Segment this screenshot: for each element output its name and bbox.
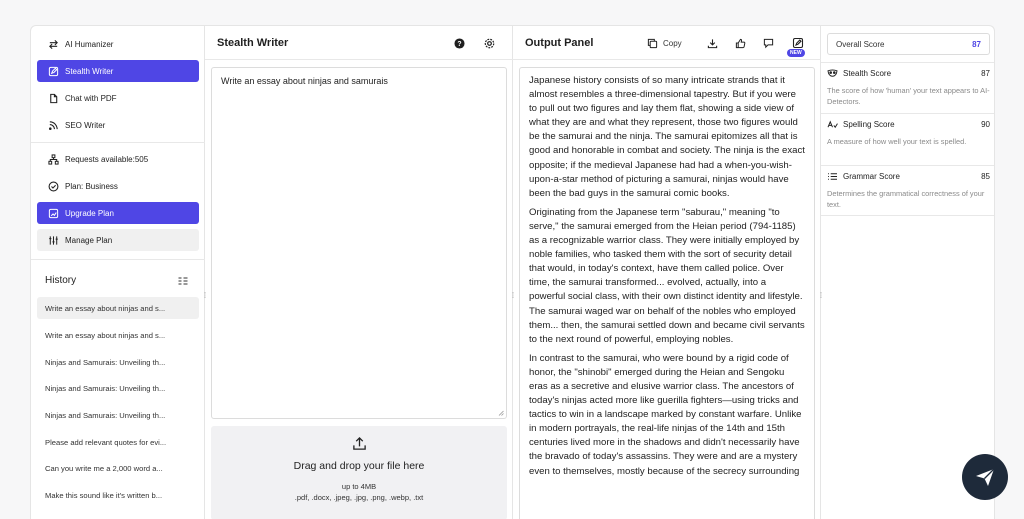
rss-icon — [47, 119, 59, 131]
sliders-icon — [47, 234, 59, 246]
history-item[interactable]: Write an essay about ninjas and s... — [45, 330, 166, 340]
manage-plan-button[interactable] — [37, 229, 199, 251]
mask-icon — [827, 69, 838, 78]
writer-title: Stealth Writer — [217, 37, 289, 49]
upgrade-icon — [47, 207, 59, 219]
history-item[interactable]: Make this sound like it's written b... — [45, 490, 163, 500]
flag-comment-icon[interactable] — [763, 38, 774, 49]
spellcheck-icon — [827, 120, 838, 129]
spelling-score-value: 90 — [981, 120, 990, 129]
history-item[interactable]: Please add relevant quotes for evi... — [45, 437, 167, 447]
upgrade-plan-label: Upgrade Plan — [65, 208, 114, 218]
copy-button[interactable] — [647, 36, 682, 50]
pen-square-icon — [47, 65, 59, 77]
grammar-score-label: Grammar Score — [843, 172, 900, 181]
sidebar-item-label: Chat with PDF — [65, 93, 117, 103]
resize-handle[interactable]: ⁞ — [203, 291, 207, 300]
sidebar — [31, 26, 205, 519]
chat-support-button[interactable] — [962, 454, 1008, 500]
requests-available — [37, 148, 199, 170]
sidebar-item-chat-with-pdf[interactable] — [37, 87, 199, 109]
drop-types: .pdf, .docx, .jpeg, .jpg, .png, .webp, .txt — [294, 493, 424, 502]
output-paragraph: Japanese history consists of so many intricate strands that it almost resembles a three-dimensional tapestry. But if you were to pull out two figures and lay them flat, showing a side view of what they are and what they represent, those two figures would be the samurai and the ninja. The samurai epitomizes all that is good and honorable in combat and society. The ninja is the exact opposite; if the medieval Japanese had had a when-you-wish-upon-a-star method of picturing a samurai, ninjas would have been the bad guys in the samurai comic books. — [529, 75, 805, 199]
overall-score-value: 87 — [972, 39, 981, 49]
copy-label: Copy — [663, 38, 682, 48]
stealth-score-desc: The score of how 'human' your text appears to AI-Detectors. — [827, 86, 990, 106]
overall-score — [827, 33, 990, 55]
history-item[interactable]: Write an essay about ninjas and s... — [37, 297, 199, 319]
sidebar-item-stealth-writer[interactable] — [37, 60, 199, 82]
drop-size: up to 4MB — [341, 482, 377, 491]
prompt-textarea[interactable] — [211, 67, 507, 419]
app-window — [30, 25, 995, 519]
resize-handle[interactable]: ⁞ — [511, 291, 515, 300]
divider — [31, 259, 205, 260]
prompt-text: Write an essay about ninjas and samurais — [221, 76, 388, 86]
list-filter-icon[interactable] — [177, 275, 189, 287]
download-icon[interactable] — [707, 38, 718, 49]
plan-info — [37, 175, 199, 197]
resize-handle[interactable]: ⁞ — [819, 291, 823, 300]
sidebar-item-label: AI Humanizer — [65, 39, 114, 49]
history-item[interactable]: Can you write me a 2,000 word a... — [45, 463, 163, 473]
output-panel — [513, 26, 821, 519]
stealth-score-value: 87 — [981, 69, 990, 78]
spelling-score-label: Spelling Score — [843, 120, 895, 129]
svg-text:?: ? — [457, 40, 462, 48]
plan-label: Plan: Business — [65, 181, 118, 191]
grammar-score-value: 85 — [981, 172, 990, 181]
swap-arrows-icon — [47, 38, 59, 50]
file-drop-zone[interactable] — [211, 426, 507, 519]
stealth-score-label: Stealth Score — [843, 69, 892, 78]
stealth-score-card — [821, 62, 995, 112]
grammar-score-card — [821, 165, 995, 216]
resize-grip-icon[interactable] — [498, 410, 504, 416]
sidebar-item-seo-writer[interactable] — [37, 114, 199, 136]
help-icon[interactable] — [454, 38, 465, 49]
stealth-writer-panel — [205, 26, 513, 519]
history-item[interactable]: Ninjas and Samurais: Unveiling th... — [45, 383, 166, 393]
document-icon — [47, 92, 59, 104]
grammar-list-icon — [827, 172, 838, 181]
history-title: History — [45, 275, 77, 286]
overall-score-label: Overall Score — [836, 39, 885, 49]
upgrade-plan-button[interactable] — [37, 202, 199, 224]
network-icon — [47, 153, 59, 165]
check-circle-icon — [47, 180, 59, 192]
output-title: Output Panel — [525, 37, 594, 49]
settings-gear-icon[interactable] — [484, 38, 495, 49]
sidebar-item-ai-humanizer[interactable] — [37, 33, 199, 55]
scores-panel — [821, 26, 995, 519]
spelling-score-card — [821, 113, 995, 164]
edit-note-icon[interactable] — [792, 37, 804, 49]
manage-plan-label: Manage Plan — [65, 235, 113, 245]
sidebar-item-label: SEO Writer — [65, 120, 106, 130]
divider — [513, 59, 821, 60]
thumbs-up-icon[interactable] — [735, 38, 746, 49]
new-badge: NEW — [787, 49, 805, 57]
drop-title: Drag and drop your file here — [293, 460, 425, 472]
sidebar-item-label: Stealth Writer — [65, 66, 114, 76]
history-item[interactable]: Ninjas and Samurais: Unveiling th... — [45, 410, 166, 420]
requests-label: Requests available:505 — [65, 154, 149, 164]
grammar-score-desc: Determines the grammatical correctness of your text. — [827, 189, 985, 209]
divider — [31, 142, 205, 143]
spelling-score-desc: A measure of how well your text is spelled. — [827, 137, 967, 146]
upload-icon — [352, 436, 367, 451]
output-paragraph: Originating from the Japanese term "saburau," meaning "to serve," the samurai emerged from the Heian period (794-1185) as a recognizable warrior class. They were initially employed by noble families, who tasked them with the sort of security detail that would, in today's context, have them called police. Over time, the samurai transformed... evolved, actually, into a powerful social class, with their own distinct identity and lifestyle. The samurai waged war on behalf of the nobles who employed them... then, the samurai settled down and became civil servants to the next round of powerful, employing nobles. — [529, 206, 805, 345]
divider — [205, 59, 513, 60]
send-plane-icon — [973, 465, 997, 489]
copy-icon — [647, 38, 658, 49]
history-item[interactable]: Ninjas and Samurais: Unveiling th... — [45, 357, 166, 367]
output-paragraph: In contrast to the samurai, who were bound by a rigid code of honor, the "shinobi" emerged during the Heian and Sengoku eras as a secretive and elusive warrior class. The ancestors of today's ninjas acted more like guerilla fighters—using tricks and tactics to win in a landscape marked by constant warfare. Unlike in modern portrayals, the real-life ninjas of the 14th and 15th centuries lived more in the shadows and didn't necessarily have the bravado of today's assassins. They were and are a mystery even to themselves, mostly because of the secrecy surrounding — [529, 352, 802, 477]
output-text — [519, 67, 815, 519]
